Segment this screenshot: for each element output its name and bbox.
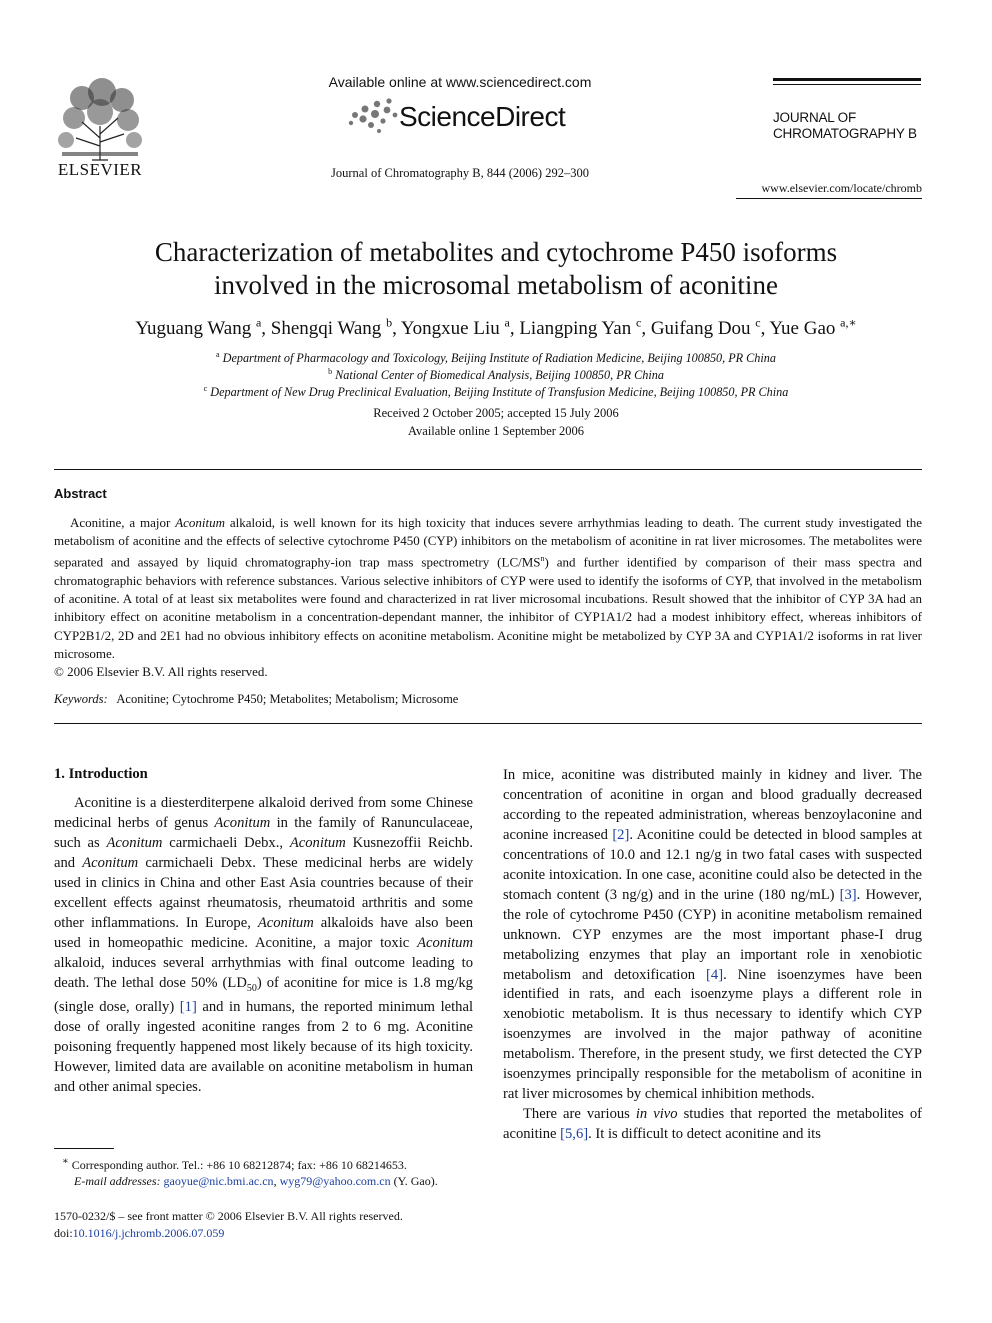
author: Guifang Dou $^c$, [650, 316, 770, 340]
header-rule [736, 198, 922, 199]
journal-url[interactable]: www.elsevier.com/locate/chromb [761, 181, 922, 195]
author: Shengqi Wang $^b$, [270, 316, 401, 340]
article-title-line: involved in the microsomal metabolism of aconitine [214, 270, 778, 300]
page-footer [54, 1208, 474, 1242]
email-link[interactable]: wyg79@yahoo.com.cn [279, 1174, 391, 1188]
abstract-heading: Abstract [54, 486, 107, 501]
author: Yue Gao $^{a,∗}$ [769, 316, 857, 340]
body-paragraph: In mice, aconitine was distributed mainly in kidney and liver. The concentration of aconitine in organ and blood gradually decreased according to the repeated administration, whereas benzoylaconine and aconine increased [2]. Aconitine could be detected in blood samples at concentrations of 10.0 and 12.1 ng/g in two fatal cases with suspected aconite intoxication. In one case, aconitine could also be detected in the stomach content (3 ng/g) and in the urine (180 ng/mL) [3]. However, the role of cytochrome P450 (CYP) in aconitine metabolism remained unknown. CYP enzymes are the most important phase-I drug metabolizing enzymes that play an important role in xenobiotic metabolism and detoxification [4]. Nine isoenzymes have been identified in rats, and each isoenzyme plays a different role in xenobiotic metabolism. It is thus necessary to identify which CYP isoenzymes are involved in the major pathway of aconitine metabolism. Therefore, in the present study, we first detected the CYP isoenzymes principally responsible for the metabolism of aconitine in rat liver microsomes by chemical inhibition methods. [503, 767, 923, 1103]
body-column-right [503, 766, 922, 1145]
author-list [30, 316, 962, 340]
citation-link[interactable]: [4] [706, 966, 724, 983]
journal-citation: Journal of Chromatography B, 844 (2006) 292–300 [331, 166, 589, 180]
publisher-name: ELSEVIER [57, 160, 143, 179]
email-link[interactable]: gaoyue@nic.bmi.ac.cn [163, 1174, 274, 1188]
citation-link[interactable]: [3] [839, 886, 857, 903]
author: Yongxue Liu $^a$, [400, 316, 520, 340]
available-online-text: Available online at www.sciencedirect.com [328, 74, 592, 90]
header-rule [773, 84, 921, 85]
body-paragraph: There are various in vivo studies that reported the metabolites of aconitine [5,6]. It is difficult to detect aconitine and its [503, 1106, 922, 1143]
citation-link[interactable]: [2] [612, 826, 630, 843]
citation-link[interactable]: [5,6] [560, 1126, 589, 1143]
doi-line: doi:10.1016/j.jchromb.2006.07.059 [54, 1226, 225, 1240]
footnote-rule [54, 1148, 114, 1149]
keywords [54, 692, 922, 707]
abstract-paragraph: Aconitine, a major Aconitum alkaloid, is well known for its high toxicity that induces severe arrhythmias leading to death. The current study investigated the metabolism of aconitine and the effects of selective cytochrome P450 (CYP) inhibitors on the metabolism of aconitine in rat liver microsomes. The metabolites were separated and assayed by liquid chromatography-ion trap mass spectrometry $(LC/MS^n)$ and further identified by comparison of their mass spectra and chromatographic behaviors with reference substances. Various selective inhibitors of CYP were used to identify the isoforms of CYP, that involved in the metabolism of aconitine. A total of at least six metabolites were found and characterized in rat liver microsomal incubations. Result showed that the inhibitor of CYP 3A had an inhibitory effect on aconitine metabolism in a concentration-dependant manner, the inhibitor of CYP1A1/2 had a modest inhibitory effect, whereas inhibitors of CYP2B1/2, 2D and 2E1 had no obvious inhibitory effects on aconitine metabolism. Aconitine might be metabolized by CYP 3A and CYP1A1/2 isoforms in rat liver microsome. [54, 515, 923, 661]
author: Liangping Yan $^c$, [519, 316, 651, 340]
journal-title-line: CHROMATOGRAPHY B [773, 126, 917, 141]
affiliation: $^a$ Department of Pharmacology and Toxicology, Beijing Institute of Radiation Medicine, Beijing 100850, PR China [216, 350, 776, 366]
received-dates: Received 2 October 2005; accepted 15 July 2006 [373, 406, 619, 420]
header-rule [773, 78, 921, 81]
abstract-body [54, 514, 922, 681]
section-heading-introduction: 1. Introduction [54, 766, 148, 782]
body-paragraph: Aconitine is a diesterditerpene alkaloid derived from some Chinese medicinal herbs of genus Aconitum in the family of Ranunculaceae, such as Aconitum carmichaeli Debx., Aconitum Kusnezoffii Reichb. and Aconitum carmichaeli Debx. These medicinal herbs are widely used in clinics in China and other East Asia countries because of their excellent effects against rheumatosis, rheumatoid arthritis and some other inflammations. In Europe, Aconitum alkaloids have also been used in homeopathic medicine. Aconitine, a major toxic Aconitum alkaloid, induces several arrhythmias with final outcome leading to death. The lethal dose 50% $(LD_{50})$ of aconitine for mice is 1.8 mg/kg (single dose, orally) [1] and in humans, the reported minimum lethal dose of orally ingested aconitine ranges from 2 to 6 mg. Aconitine poisoning frequently happened most likely because of its high toxicity. However, limited data are available on aconitine metabolism in human and other animal species. [54, 795, 474, 1096]
keywords-list: Aconitine; Cytochrome P450; Metabolites; Metabolism; Microsome [116, 692, 459, 706]
section-rule [54, 469, 922, 470]
journal-title [773, 110, 917, 142]
article-title [60, 236, 932, 302]
doi-link[interactable]: 10.1016/j.jchromb.2006.07.059 [72, 1226, 225, 1240]
citation-link[interactable]: [1] [179, 999, 197, 1016]
body-column-left [54, 794, 473, 1098]
affiliation: $^c$ Department of New Drug Preclinical Evaluation, Beijing Institute of Transfusion Medicine, Beijing 100850, PR China [203, 384, 789, 400]
available-online-date: Available online 1 September 2006 [407, 424, 585, 438]
issn-line: 1570-0232/$ – see front matter © 2006 Elsevier B.V. All rights reserved. [54, 1209, 403, 1223]
article-title-line: Characterization of metabolites and cytochrome P450 isoforms [154, 237, 838, 267]
author: Yuguang Wang $^a$, [135, 316, 271, 340]
keywords-label: Keywords: [54, 692, 108, 706]
section-rule [54, 723, 922, 724]
abstract-copyright: © 2006 Elsevier B.V. All rights reserved. [54, 663, 268, 679]
journal-title-line: JOURNAL OF [773, 110, 857, 125]
footnote-line: E-mail addresses: gaoyue@nic.bmi.ac.cn, wyg79@yahoo.com.cn (Y. Gao). [74, 1174, 438, 1188]
footnote-line: ∗ Corresponding author. Tel.: +86 10 68212874; fax: +86 10 68214653. [62, 1156, 407, 1172]
sciencedirect-wordmark: ScienceDirect [399, 101, 566, 132]
affiliation: $^b$ National Center of Biomedical Analysis, Beijing 100850, PR China [328, 367, 664, 383]
corresponding-author-footnote [54, 1154, 474, 1189]
